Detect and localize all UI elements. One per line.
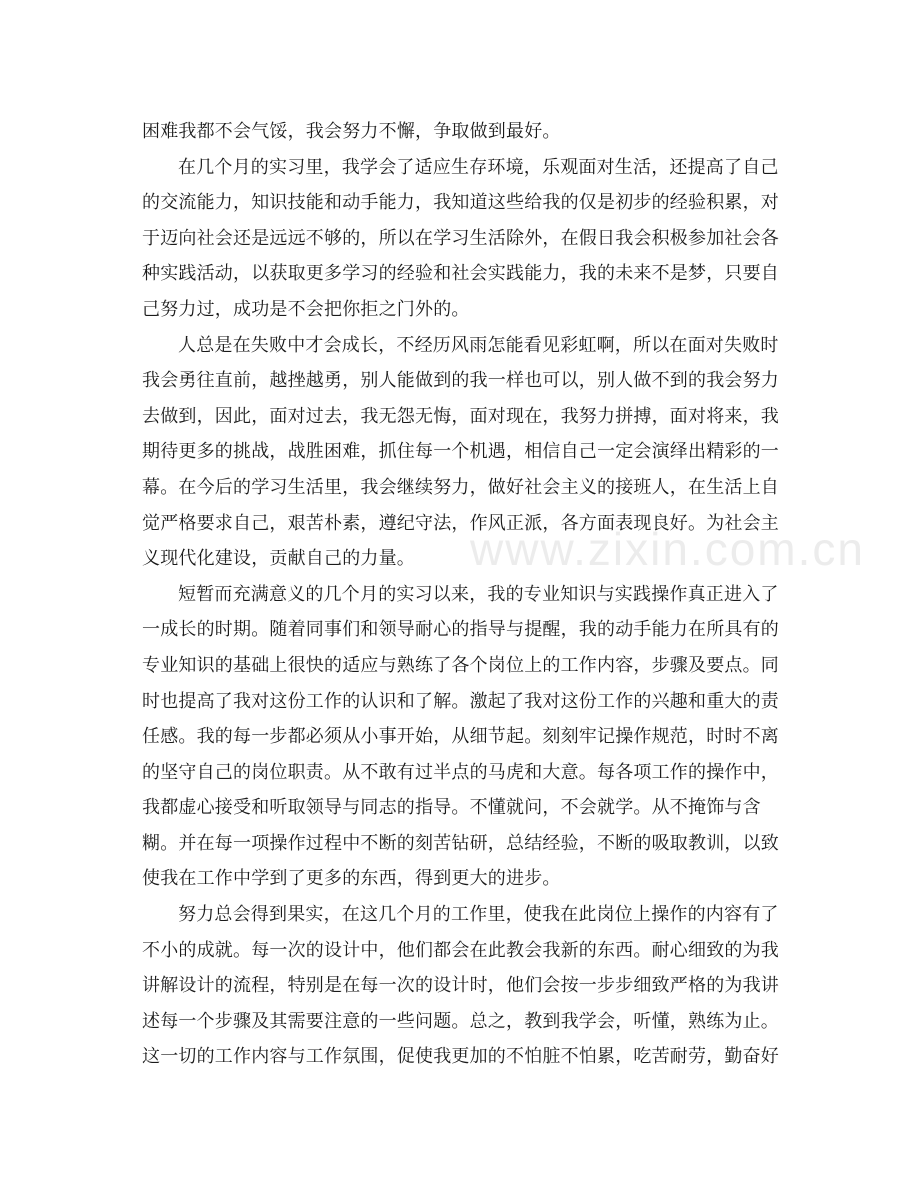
paragraph-first-line: 努力总会得到果实，在这几个月的工作里，使我在此岗位上操作的内容有了 bbox=[178, 904, 779, 926]
text-line: 述每一个步骤及其需要注意的一些问题。总之，教到我学会，听懂，熟练为止。 bbox=[142, 1010, 779, 1032]
text-line: 任感。我的每一步都必须从小事开始，从细节起。刻刻牢记操作规范，时时不离 bbox=[142, 726, 779, 748]
text-line: 糊。并在每一项操作过程中不断的刻苦钻研，总结经验，不断的吸取教训，以致 bbox=[142, 832, 779, 854]
paragraph-first-line: 人总是在失败中才会成长，不经历风雨怎能看见彩虹啊，所以在面对失败时 bbox=[178, 334, 779, 356]
text-line: 的坚守自己的岗位职责。从不敢有过半点的马虎和大意。每各项工作的操作中， bbox=[142, 761, 779, 783]
paragraph-first-line: 在几个月的实习里，我学会了适应生存环境，乐观面对生活，还提高了自己 bbox=[178, 156, 779, 178]
text-line: 觉严格要求自己，艰苦朴素，遵纪守法，作风正派，各方面表现良好。为社会主 bbox=[142, 512, 779, 534]
text-line: 讲解设计的流程，特别是在每一次的设计时，他们会按一步步细致严格的为我讲 bbox=[142, 975, 779, 997]
text-line: 于迈向社会还是远远不够的，所以在学习生活除外，在假日我会积极参加社会各 bbox=[142, 227, 779, 249]
text-line: 专业知识的基础上很快的适应与熟练了各个岗位上的工作内容，步骤及要点。同 bbox=[142, 654, 779, 676]
text-line: 义现代化建设，贡献自己的力量。 bbox=[142, 548, 415, 570]
watermark: www.zixin.com.cn bbox=[470, 523, 865, 575]
text-line: 我都虚心接受和听取领导与同志的指导。不懂就问，不会就学。从不掩饰与含 bbox=[142, 797, 761, 819]
document-body bbox=[142, 114, 778, 1075]
text-line: 时也提高了我对这份工作的认识和了解。激起了我对这份工作的兴趣和重大的责 bbox=[142, 690, 779, 712]
text-line: 己努力过，成功是不会把你拒之门外的。 bbox=[142, 298, 470, 320]
text-line: 期待更多的挑战，战胜困难，抓住每一个机遇，相信自己一定会演绎出精彩的一 bbox=[142, 441, 779, 463]
paragraph-first-line: 短暂而充满意义的几个月的实习以来，我的专业知识与实践操作真正进入了 bbox=[178, 583, 779, 605]
text-line: 我会勇往直前，越挫越勇，别人能做到的我一样也可以，别人做不到的我会努力 bbox=[142, 370, 779, 392]
text-line: 不小的成就。每一次的设计中，他们都会在此教会我新的东西。耐心细致的为我 bbox=[142, 939, 779, 961]
text-line: 种实践活动，以获取更多学习的经验和社会实践能力，我的未来不是梦，只要自 bbox=[142, 263, 779, 285]
text-line: 幕。在今后的学习生活里，我会继续努力，做好社会主义的接班人，在生活上自 bbox=[142, 476, 779, 498]
text-line: 去做到，因此，面对过去，我无怨无悔，面对现在，我努力拼搏，面对将来，我 bbox=[142, 405, 779, 427]
text-line: 这一切的工作内容与工作氛围，促使我更加的不怕脏不怕累，吃苦耐劳，勤奋好 bbox=[142, 1046, 779, 1068]
text-line: 困难我都不会气馁，我会努力不懈，争取做到最好。 bbox=[142, 121, 561, 142]
text-line: 使我在工作中学到了更多的东西，得到更大的进步。 bbox=[142, 868, 561, 890]
text-line: 一成长的时期。随着同事们和领导耐心的指导与提醒，我的动手能力在所具有的 bbox=[142, 619, 779, 641]
text-line: 的交流能力，知识技能和动手能力，我知道这些给我的仅是初步的经验积累，对 bbox=[142, 192, 779, 214]
